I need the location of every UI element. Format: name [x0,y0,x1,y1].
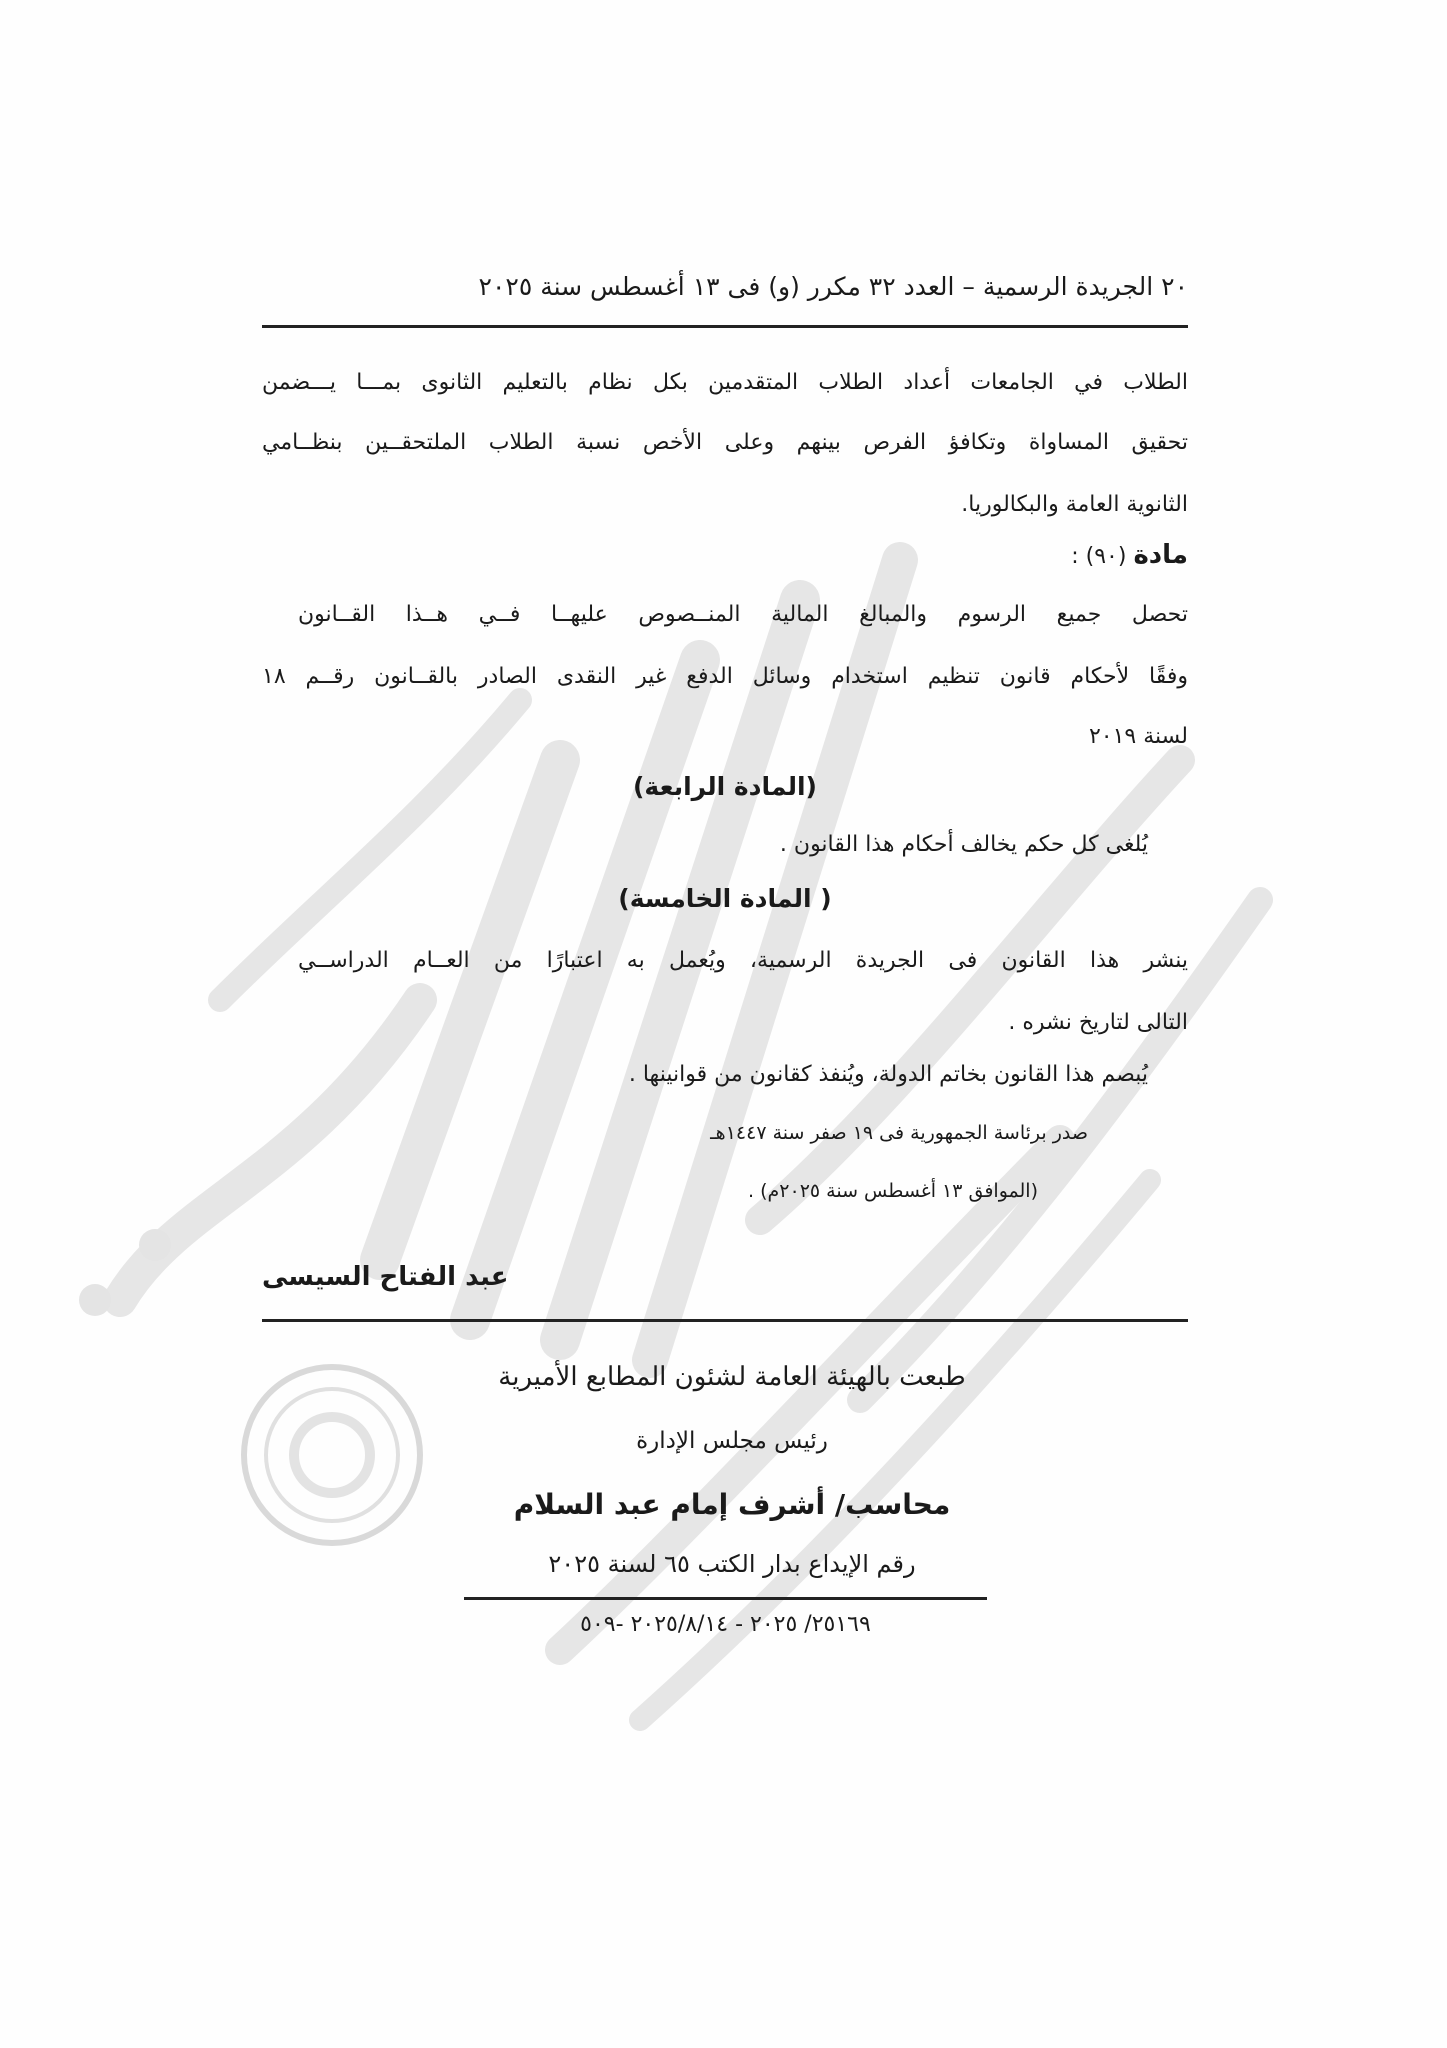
fifth-article-heading: ( المادة الخامسة) [618,884,832,913]
article-number: (٩٠) : [1071,544,1127,569]
intro-line-1: الطلاب في الجامعات أعداد الطلاب المتقدمين بكل نظام بالتعليم الثانوى بمـــا يـــضمن [262,370,1188,395]
header-rule [262,325,1188,328]
article-90-title [262,540,1188,570]
deposit-number: رقم الإيداع بدار الكتب ٦٥ لسنة ٢٠٢٥ [548,1550,916,1578]
seal-clause: يُبصم هذا القانون بخاتم الدولة، ويُنفذ كقانون من قوانينها . [628,1062,1148,1087]
printer-name: طبعت بالهيئة العامة لشئون المطابع الأميرية [498,1362,966,1392]
issued-date-gregorian: (الموافق ١٣ أغسطس سنة ٢٠٢٥م) . [748,1180,1038,1202]
signature-rule [262,1319,1188,1322]
gazette-header: ٢٠ الجريدة الرسمية – العدد ٣٢ مكرر (و) فى ١٣ أغسطس سنة ٢٠٢٥ [478,272,1188,301]
fourth-article-heading: (المادة الرابعة) [633,772,817,801]
intro-line-2: تحقيق المساواة وتكافؤ الفرص بينهم وعلى الأخص نسبة الطلاب الملتحقــين بنظــامي [262,430,1188,455]
article-90-line-1: تحصل جميع الرسوم والمبالغ المالية المنــصوص عليهــا فــي هــذا القــانون [298,602,1188,627]
print-code: ٢٥١٦٩/ ٢٠٢٥ - ٢٠٢٥/٨/١٤ -٥٠٩ [580,1612,871,1637]
article-90-line-2: وفقًا لأحكام قانون تنظيم استخدام وسائل الدفع غير النقدى الصادر بالقــانون رقــم ١٨ [262,664,1188,689]
article-title-word: مادة [1133,540,1188,570]
chair-title: رئيس مجلس الإدارة [636,1428,828,1454]
issued-date-hijri: صدر برئاسة الجمهورية فى ١٩ صفر سنة ١٤٤٧هـ [710,1122,1088,1144]
chair-name: محاسب/ أشرف إمام عبد السلام [513,1488,951,1521]
president-signature: عبد الفتاح السيسى [262,1262,509,1292]
fifth-article-line-2: التالى لتاريخ نشره . [1008,1010,1188,1035]
fourth-article-text: يُلغى كل حكم يخالف أحكام هذا القانون . [779,832,1148,857]
fifth-article-line-1: ينشر هذا القانون فى الجريدة الرسمية، ويُعمل به اعتبارًا من العــام الدراســي [298,948,1188,973]
article-90-line-3: لسنة ٢٠١٩ [1088,724,1188,749]
intro-line-3: الثانوية العامة والبكالوريا. [961,492,1188,517]
press-rule [464,1597,987,1600]
